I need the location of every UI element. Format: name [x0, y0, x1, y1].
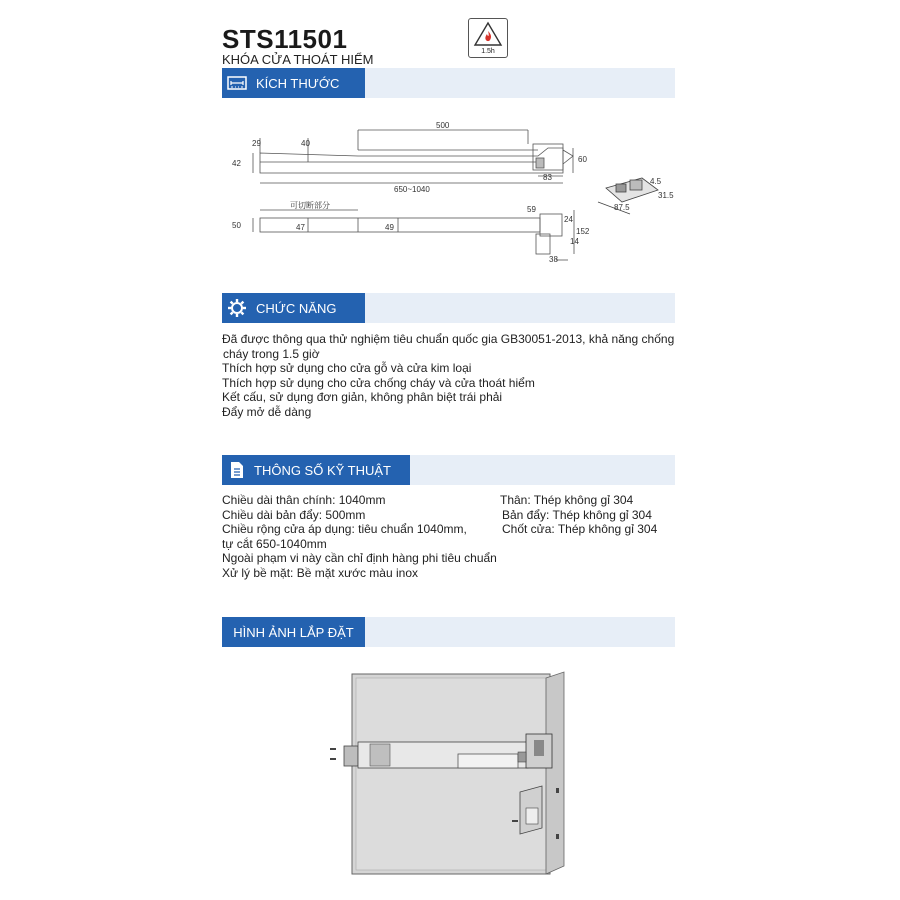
section-dimensions-tab — [222, 68, 365, 98]
section-specs-bar — [222, 455, 675, 485]
functions-list — [222, 332, 674, 419]
spec-item: Xử lý bề mặt: Bề mặt xước màu inox — [222, 565, 419, 580]
document-icon — [222, 455, 252, 485]
installation-illustration — [320, 660, 580, 880]
dim-4-5: 4.5 — [650, 177, 662, 186]
spec-item: Chiều rộng cửa áp dụng: tiêu chuẩn 1040mm, — [222, 522, 467, 536]
section-functions-bar — [222, 293, 675, 323]
dim-152: 152 — [576, 227, 590, 236]
fire-warning-icon — [469, 19, 507, 49]
product-code: STS11501 — [222, 24, 348, 54]
spec-item: tự cắt 650-1040mm — [222, 536, 327, 551]
dim-49: 49 — [385, 223, 394, 232]
section-dimensions-bar — [222, 68, 675, 98]
section-functions-label: CHỨC NĂNG — [256, 300, 337, 316]
front-view-head — [540, 214, 562, 236]
fire-rating-badge — [468, 18, 508, 58]
product-subtitle: KHÓA CỬA THOÁT HIỂM — [222, 52, 374, 67]
spec-item: Chiều dài bản đẩy: 500mm — [222, 507, 366, 522]
specs-left-list — [222, 493, 497, 580]
dim-38: 38 — [549, 255, 558, 264]
dim-range: 650~1040 — [394, 185, 430, 194]
section-install-bar — [222, 617, 675, 647]
spec-item: Bản đẩy: Thép không gỉ 304 — [502, 507, 652, 522]
dim-42: 42 — [232, 159, 241, 168]
dim-59: 59 — [527, 205, 536, 214]
spec-item: Chốt cửa: Thép không gỉ 304 — [502, 522, 658, 536]
dim-83: 83 — [543, 173, 552, 182]
specs-right-list — [500, 493, 657, 537]
top-view-body — [260, 148, 563, 173]
push-plate — [458, 754, 518, 768]
dim-500: 500 — [436, 121, 450, 130]
door-frame — [546, 672, 564, 874]
dim-24: 24 — [564, 215, 573, 224]
function-item: Kết cấu, sử dụng đơn giản, không phân biệt trái phải — [222, 390, 503, 404]
dim-47: 47 — [296, 223, 305, 232]
ruler-icon — [222, 68, 252, 98]
section-dimensions-label: KÍCH THƯỚC — [256, 75, 340, 91]
dimension-drawing — [218, 118, 678, 278]
spec-item: Ngoài phạm vi này cần chỉ định hàng phi tiêu chuẩn — [222, 551, 497, 565]
dim-31-5: 31.5 — [658, 191, 674, 200]
dim-cut-label: 可切断部分 — [290, 201, 330, 210]
spec-item: Chiều dài thân chính: 1040mm — [222, 493, 386, 507]
function-item: Thích hợp sử dụng cho cửa gỗ và cửa kim loại — [222, 361, 472, 375]
section-functions-tab — [222, 293, 365, 323]
function-item: cháy trong 1.5 giờ — [223, 346, 320, 361]
function-item: Đẩy mở dễ dàng — [222, 404, 312, 419]
dim-14: 14 — [570, 237, 579, 246]
section-specs-tab — [222, 455, 410, 485]
spec-item: Thân: Thép không gỉ 304 — [500, 493, 634, 507]
dim-87-5: 87.5 — [614, 203, 630, 212]
section-specs-label: THÔNG SỐ KỸ THUẬT — [254, 462, 391, 478]
section-install-tab — [222, 617, 365, 647]
dim-40: 40 — [301, 139, 310, 148]
function-item: Đã được thông qua thử nghiệm tiêu chuẩn quốc gia GB30051-2013, khả năng chống — [222, 332, 675, 346]
section-install-label: HÌNH ẢNH LẮP ĐẶT — [233, 624, 354, 640]
function-item: Thích hợp sử dụng cho cửa chống cháy và cửa thoát hiểm — [222, 375, 535, 390]
dim-50: 50 — [232, 221, 241, 230]
dim-60: 60 — [578, 155, 587, 164]
gear-icon — [222, 293, 252, 323]
dim-29: 29 — [252, 139, 261, 148]
end-cap — [344, 746, 358, 766]
fire-rating-label: 1.5h — [481, 48, 495, 55]
